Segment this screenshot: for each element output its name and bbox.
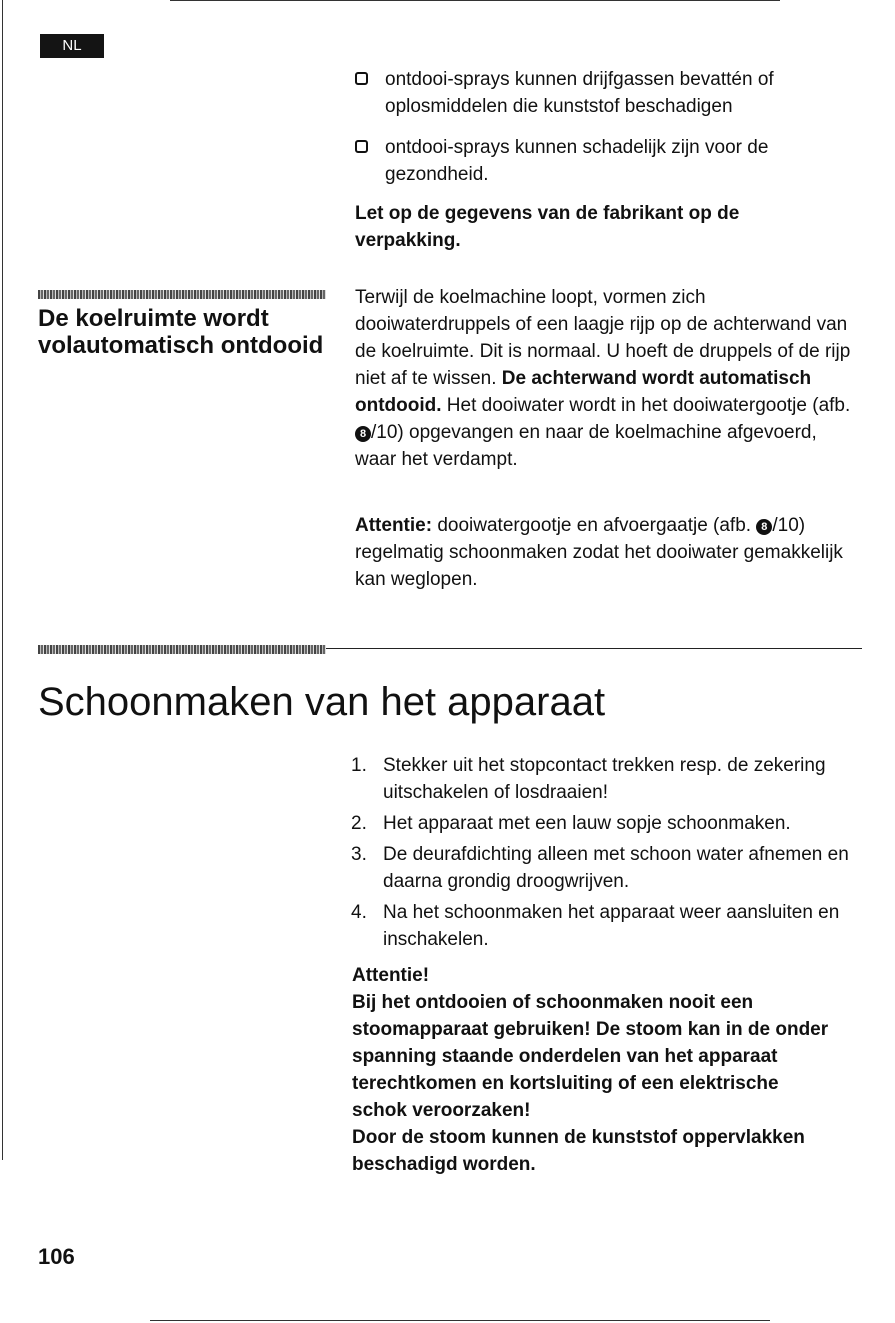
bullet-item xyxy=(355,66,845,120)
list-item xyxy=(345,810,850,837)
checkbox-bullet-icon xyxy=(355,140,368,153)
step-text: Na het schoonmaken het apparaat weer aansluiten en inschakelen. xyxy=(383,902,840,950)
checkbox-bullet-icon xyxy=(355,72,368,85)
list-item xyxy=(345,752,850,806)
list-item xyxy=(345,899,850,953)
section-title-cleaning: Schoonmaken van het apparaat xyxy=(38,680,606,724)
step-number: 2. xyxy=(351,813,367,834)
text-run: dooiwatergootje en afvoergaatje (afb. xyxy=(432,515,757,536)
language-badge: NL xyxy=(40,34,104,58)
bottom-border xyxy=(150,1320,770,1321)
warning-block xyxy=(352,962,832,1178)
list-item xyxy=(345,841,850,895)
step-text: Stekker uit het stopcontact trekken resp. de zekering uitschakelen of losdraaien! xyxy=(383,755,826,803)
figure-reference-icon: 8 xyxy=(355,426,371,442)
attention-paragraph xyxy=(355,512,860,593)
section-heading-defrost: De koelruimte wordt volautomatisch ontdooid xyxy=(38,305,324,359)
step-text: Het apparaat met een lauw sopje schoonmaken. xyxy=(383,813,791,834)
bullet-text: ontdooi-sprays kunnen schadelijk zijn voor de gezondheid. xyxy=(385,137,769,185)
bullet-text: ontdooi-sprays kunnen drijfgassen bevattén of oplosmiddelen die kunststof beschadigen xyxy=(385,69,774,117)
left-border xyxy=(2,0,3,1160)
section-divider xyxy=(326,648,862,649)
text-run: Terwijl de koelmachine loopt, vormen zich dooiwaterdruppels of een laagje rijp op de achterwand van de koelruimte. Dit is normaal. U hoeft de druppels of de rijp niet af te wissen. xyxy=(355,287,851,389)
defrost-paragraph xyxy=(355,284,860,473)
section-marker-bar xyxy=(38,645,326,654)
attention-label: Attentie! xyxy=(352,965,430,986)
page-number: 106 xyxy=(38,1244,75,1269)
top-border xyxy=(170,0,780,1)
attention-label: Attentie: xyxy=(355,515,433,536)
bullet-item xyxy=(355,134,845,188)
manufacturer-note: Let op de gegevens van de fabrikant op de verpakking. xyxy=(355,203,740,251)
step-number: 3. xyxy=(351,844,367,865)
figure-reference-icon: 8 xyxy=(756,519,772,535)
step-number: 4. xyxy=(351,902,367,923)
cleaning-steps-list xyxy=(345,752,850,957)
steam-warning: Bij het ontdooien of schoonmaken nooit een stoomapparaat gebruiken! De stoom kan in de onder spanning staande onderdelen van het apparaat terechtkomen en kortsluiting of een elektrische schok veroorzaken! xyxy=(352,992,829,1121)
step-number: 1. xyxy=(351,755,367,776)
plastic-warning: Door de stoom kunnen de kunststof oppervlakken beschadigd worden. xyxy=(352,1127,805,1175)
step-text: De deurafdichting alleen met schoon water afnemen en daarna grondig droogwrijven. xyxy=(383,844,849,892)
text-run: /10) opgevangen en naar de koelmachine afgevoerd, waar het verdampt. xyxy=(355,422,817,470)
section-marker-bar xyxy=(38,290,326,299)
bold-text-run: De achterwand wordt automatisch ontdooid. xyxy=(355,368,812,416)
text-run: Het dooiwater wordt in het dooiwatergootje (afb. xyxy=(441,395,851,416)
text-run: /10) regelmatig schoonmaken zodat het dooiwater gemakkelijk kan weglopen. xyxy=(355,515,843,590)
